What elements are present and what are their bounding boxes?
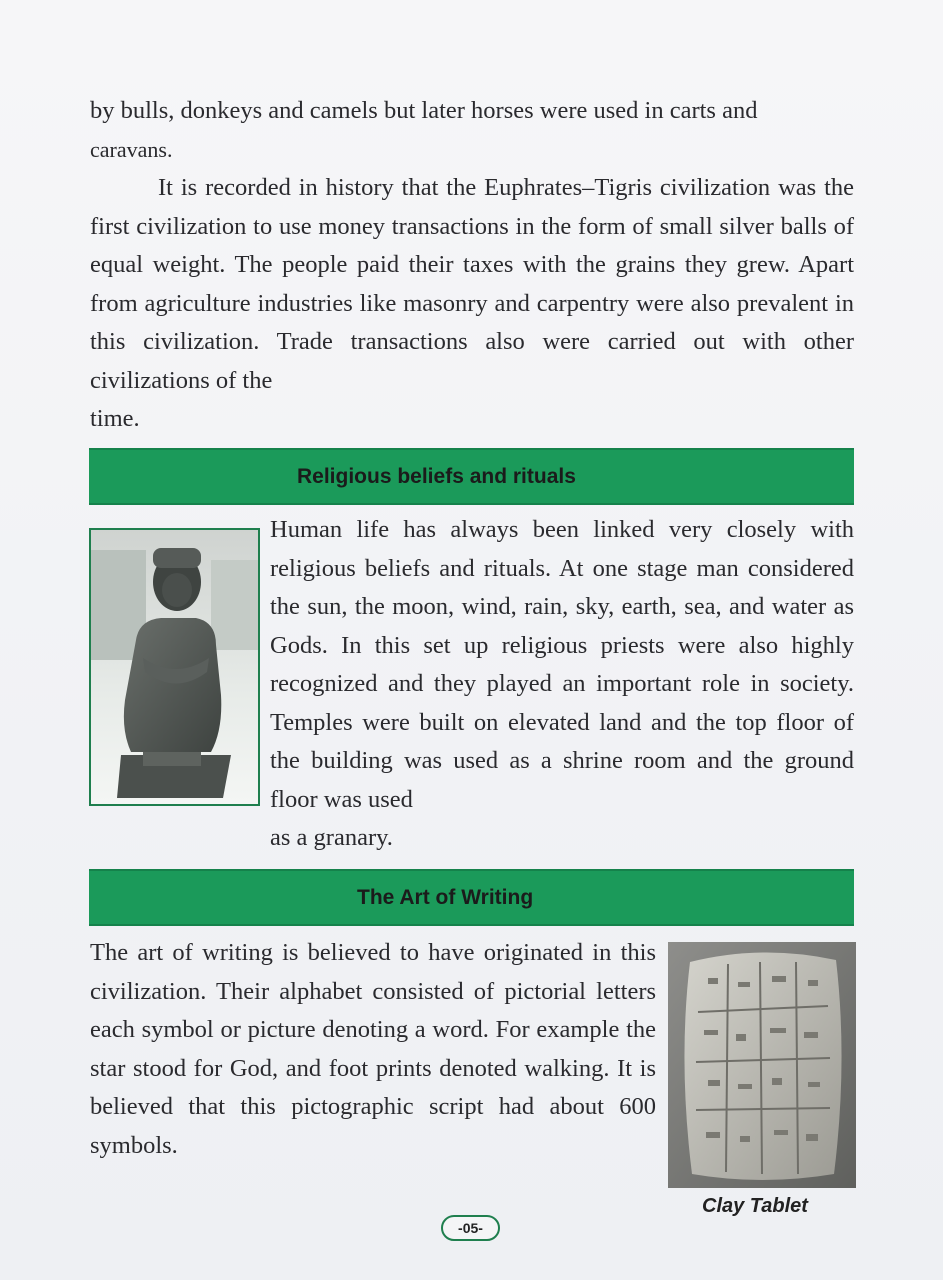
- text-line: small silver balls of equal weight. The people paid their taxes with: [90, 212, 855, 278]
- text-line: as a granary.: [270, 824, 393, 851]
- clay-tablet-image: [668, 942, 856, 1188]
- clay-tablet-illustration: [668, 942, 856, 1188]
- text-line: pictographic script had about 600 symbols.: [90, 1093, 657, 1159]
- paragraph-writing: [90, 934, 656, 1165]
- text-line: considered the sun, the moon, wind, rain, sky, earth,: [270, 554, 855, 620]
- text-line: The art of writing is believed to have originated in: [90, 939, 612, 966]
- text-line: caravans.: [90, 136, 173, 162]
- text-line: and carpentry were also prevalent in this civilization. Trade: [90, 289, 855, 355]
- text-line: word. For example the star stood for God, and: [90, 1016, 656, 1082]
- text-line: with religious beliefs and rituals. At one stage man: [270, 516, 854, 582]
- page-number-badge: -05-: [441, 1215, 500, 1241]
- statue-image: [89, 528, 260, 806]
- text-line: an important role in society. Temples were built on: [270, 670, 855, 736]
- text-line: priests were also highly recognized and they played: [270, 631, 854, 697]
- text-line: this civilization. Their alphabet consisted of: [90, 939, 656, 1005]
- figure-caption: Clay Tablet: [702, 1195, 808, 1217]
- text-line: time.: [90, 405, 140, 432]
- seated-statue-illustration: [91, 530, 258, 804]
- text-line: by bulls, donkeys and camels but later horses were used in carts and: [90, 97, 758, 124]
- paragraph-trade: [90, 92, 854, 439]
- section-header-religious: [89, 448, 854, 505]
- text-line: It is recorded in history that the Euphrates–Tigris civilization: [158, 174, 771, 201]
- text-line: sea, and water as Gods. In this set up religious: [270, 593, 854, 659]
- text-line: the grains they grew. Apart from agriculture industries like masonry: [90, 251, 855, 317]
- text-line: used as a shrine room and the ground floor was used: [270, 747, 854, 813]
- section-title: The Art of Writing: [357, 871, 533, 924]
- text-line: Human life has always been linked very closely: [270, 516, 797, 543]
- text-line: was the first civilization to use money transactions in the form of: [90, 174, 855, 240]
- paragraph-religion: [270, 511, 854, 858]
- section-title: Religious beliefs and rituals: [297, 450, 576, 503]
- section-header-writing: [89, 869, 854, 926]
- text-line: foot prints denoted walking. It is believed that this: [90, 1054, 656, 1120]
- text-line: pictorial letters each symbol or picture denoting a: [90, 977, 657, 1043]
- text-line: elevated land and the top floor of the building was: [270, 708, 854, 774]
- text-line: transactions also were carried out with other civilizations of the: [90, 328, 854, 394]
